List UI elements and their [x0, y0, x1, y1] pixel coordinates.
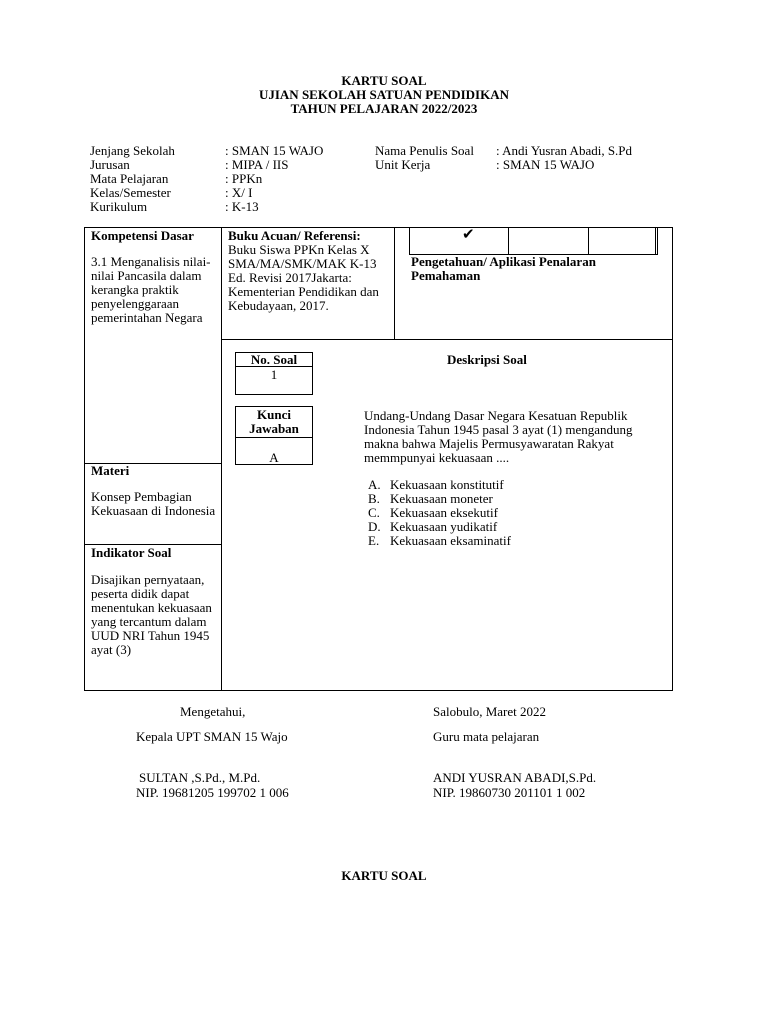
option-letter: D.	[368, 519, 381, 534]
levels-checkbox-row	[409, 227, 658, 255]
year-title: TAHUN PELAJARAN 2022/2023	[290, 101, 478, 116]
indikator-title: Indikator Soal	[91, 545, 172, 560]
option-d	[368, 520, 497, 534]
top-row-divider	[221, 339, 673, 340]
option-letter: B.	[368, 491, 380, 506]
next-card-title: KARTU SOAL	[341, 868, 427, 883]
value-penulis: : Andi Yusran Abadi, S.Pd	[496, 143, 633, 158]
no-soal-value: 1	[270, 367, 278, 382]
value-mapel: : PPKn	[225, 171, 263, 186]
kunci-value: A	[269, 450, 279, 465]
question-text: Undang-Undang Dasar Negara Kesatuan Republik Indonesia Tahun 1945 pasal 3 ayat (1) mengandung makna bahwa Majelis Permusyawaratan Rakyat memmpunyai kekuasaan ....	[364, 408, 633, 465]
option-text: Kekuasaan eksekutif	[390, 505, 498, 520]
option-c	[368, 506, 498, 520]
materi-title: Materi	[91, 463, 130, 478]
ref-text: Buku Siswa PPKn Kelas X SMA/MA/SMK/MAK K-13 Ed. Revisi 2017Jakarta: Kementerian Pendidikan dan Kebudayaan, 2017.	[228, 242, 379, 313]
label-penulis: Nama Penulis Soal	[375, 143, 474, 158]
left-column-divider	[221, 227, 222, 691]
sign-right-nip: NIP. 19860730 201101 1 002	[433, 785, 586, 800]
label-jenjang: Jenjang Sekolah	[90, 143, 175, 158]
label-kelas: Kelas/Semester	[90, 185, 171, 200]
levels-cell-divider-1	[508, 227, 509, 255]
value-unit: : SMAN 15 WAJO	[496, 157, 595, 172]
sign-left-role: Kepala UPT SMAN 15 Wajo	[136, 729, 288, 744]
option-b	[368, 492, 493, 506]
option-letter: C.	[368, 505, 380, 520]
levels-label: Pengetahuan/ Aplikasi Penalaran Pemahaman	[411, 254, 596, 283]
materi-text: Konsep Pembagian Kekuasaan di Indonesia	[91, 489, 216, 518]
exam-title: UJIAN SEKOLAH SATUAN PENDIDIKAN	[258, 87, 510, 102]
kunci-label: Kunci Jawaban	[249, 407, 299, 436]
sign-left-nip: NIP. 19681205 199702 1 006	[136, 785, 289, 800]
option-letter: A.	[368, 477, 381, 492]
levels-cell-divider-2	[588, 227, 589, 255]
levels-cell-divider-3	[655, 227, 656, 255]
ref-column-divider	[394, 227, 395, 339]
sign-left-name: SULTAN ,S.Pd., M.Pd.	[139, 770, 261, 785]
option-a	[368, 478, 504, 492]
sign-left-top: Mengetahui,	[180, 704, 246, 719]
check-mark-icon: ✔	[462, 227, 475, 243]
label-mapel: Mata Pelajaran	[90, 171, 169, 186]
value-kelas: : X/ I	[225, 185, 253, 200]
value-kurikulum: : K-13	[225, 199, 259, 214]
card-title: KARTU SOAL	[341, 73, 427, 88]
sign-right-top: Salobulo, Maret 2022	[433, 704, 547, 719]
option-letter: E.	[368, 533, 380, 548]
kd-title: Kompetensi Dasar	[91, 228, 194, 243]
option-text: Kekuasaan konstitutif	[390, 477, 504, 492]
label-kurikulum: Kurikulum	[90, 199, 148, 214]
label-unit: Unit Kerja	[375, 157, 431, 172]
no-soal-label: No. Soal	[250, 352, 298, 367]
kunci-divider	[235, 437, 313, 438]
option-text: Kekuasaan moneter	[390, 491, 493, 506]
kd-text: 3.1 Menganalisis nilai-nilai Pancasila dalam kerangka praktik penyelenggaraan pemerintahan Negara	[91, 254, 211, 325]
label-jurusan: Jurusan	[90, 157, 130, 172]
ref-title: Buku Acuan/ Referensi:	[228, 228, 361, 243]
deskripsi-title: Deskripsi Soal	[447, 352, 527, 367]
sign-right-role: Guru mata pelajaran	[433, 729, 540, 744]
sign-right-name: ANDI YUSRAN ABADI,S.Pd.	[433, 770, 597, 785]
option-text: Kekuasaan eksaminatif	[390, 533, 511, 548]
value-jurusan: : MIPA / IIS	[225, 157, 289, 172]
indikator-text: Disajikan pernyataan, peserta didik dapat menentukan kekuasaan yang tercantum dalam UUD NRI Tahun 1945 ayat (3)	[91, 572, 212, 657]
option-text: Kekuasaan yudikatif	[390, 519, 498, 534]
option-e	[368, 534, 511, 548]
value-jenjang: : SMAN 15 WAJO	[225, 143, 324, 158]
